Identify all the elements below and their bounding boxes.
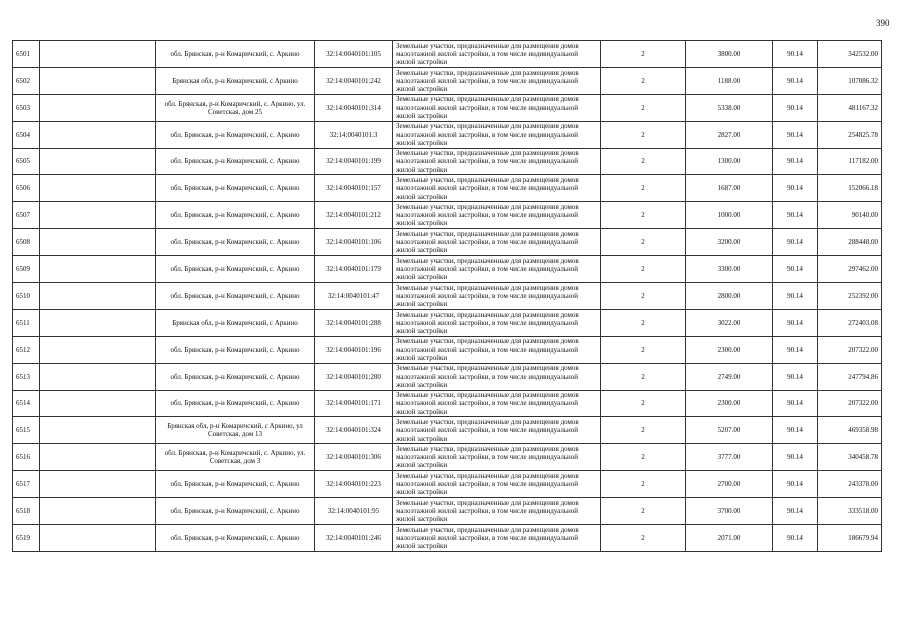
permitted-use-cell: Земельные участки, предназначенные для размещения домов малоэтажной жилой застройки, в том числе индивидуальной жилой застройки <box>393 444 601 471</box>
category-cell: 2 <box>601 444 686 471</box>
empty-cell <box>40 229 156 256</box>
area-cell: 3800.00 <box>686 41 773 68</box>
rate-cell: 90.14 <box>773 256 818 283</box>
empty-cell <box>40 471 156 498</box>
cadastral-cost-cell: 252392.00 <box>818 283 882 310</box>
address-cell: обл. Брянская, р-н Комаричский, с. Аркино, ул. Советская, дом 25 <box>156 94 315 121</box>
page-number: 390 <box>876 18 890 28</box>
cadastral-number-cell: 32:14:0040101:171 <box>315 390 393 417</box>
permitted-use-cell: Земельные участки, предназначенные для размещения домов малоэтажной жилой застройки, в том числе индивидуальной жилой застройки <box>393 229 601 256</box>
empty-cell <box>40 363 156 390</box>
rate-cell: 90.14 <box>773 309 818 336</box>
empty-cell <box>40 148 156 175</box>
rate-cell: 90.14 <box>773 67 818 94</box>
category-cell: 2 <box>601 498 686 525</box>
cadastral-cost-cell: 90140.00 <box>818 202 882 229</box>
permitted-use-cell: Земельные участки, предназначенные для размещения домов малоэтажной жилой застройки, в том числе индивидуальной жилой застройки <box>393 67 601 94</box>
rate-cell: 90.14 <box>773 363 818 390</box>
rate-cell: 90.14 <box>773 229 818 256</box>
row-number-cell: 6506 <box>13 175 40 202</box>
cadastral-number-cell: 32:14:0040101:47 <box>315 283 393 310</box>
table-row <box>13 256 882 283</box>
category-cell: 2 <box>601 67 686 94</box>
row-number-cell: 6507 <box>13 202 40 229</box>
table-row <box>13 498 882 525</box>
table-row <box>13 67 882 94</box>
address-cell: Брянская обл, р-н Комаричский, с Аркино, ул Советская, дом 13 <box>156 417 315 444</box>
permitted-use-cell: Земельные участки, предназначенные для размещения домов малоэтажной жилой застройки, в том числе индивидуальной жилой застройки <box>393 525 601 552</box>
permitted-use-cell: Земельные участки, предназначенные для размещения домов малоэтажной жилой застройки, в том числе индивидуальной жилой застройки <box>393 498 601 525</box>
permitted-use-cell: Земельные участки, предназначенные для размещения домов малоэтажной жилой застройки, в том числе индивидуальной жилой застройки <box>393 336 601 363</box>
row-number-cell: 6512 <box>13 336 40 363</box>
empty-cell <box>40 94 156 121</box>
area-cell: 5338.00 <box>686 94 773 121</box>
address-cell: обл. Брянская, р-н Комаричский, с. Аркино, ул. Советская, дом 3 <box>156 444 315 471</box>
rate-cell: 90.14 <box>773 417 818 444</box>
table-row <box>13 121 882 148</box>
category-cell: 2 <box>601 417 686 444</box>
area-cell: 2800.00 <box>686 283 773 310</box>
rate-cell: 90.14 <box>773 336 818 363</box>
address-cell: Брянская обл, р-н Комаричский, с Аркино <box>156 67 315 94</box>
row-number-cell: 6517 <box>13 471 40 498</box>
rate-cell: 90.14 <box>773 498 818 525</box>
cadastral-cost-cell: 186679.94 <box>818 525 882 552</box>
cadastral-cost-cell: 297462.00 <box>818 256 882 283</box>
address-cell: обл. Брянская, р-н Комаричский, с. Аркино <box>156 336 315 363</box>
area-cell: 3300.00 <box>686 256 773 283</box>
table-row <box>13 390 882 417</box>
row-number-cell: 6519 <box>13 525 40 552</box>
row-number-cell: 6511 <box>13 309 40 336</box>
cadastral-cost-cell: 288448.00 <box>818 229 882 256</box>
empty-cell <box>40 417 156 444</box>
rate-cell: 90.14 <box>773 390 818 417</box>
cadastral-cost-cell: 254825.78 <box>818 121 882 148</box>
cadastral-cost-cell: 152066.18 <box>818 175 882 202</box>
cadastral-cost-cell: 469358.98 <box>818 417 882 444</box>
area-cell: 2749.00 <box>686 363 773 390</box>
empty-cell <box>40 41 156 68</box>
cadastral-number-cell: 32:14:0040101:280 <box>315 363 393 390</box>
address-cell: обл. Брянская, р-н Комаричский, с. Аркино <box>156 41 315 68</box>
table-row <box>13 363 882 390</box>
area-cell: 1000.00 <box>686 202 773 229</box>
category-cell: 2 <box>601 229 686 256</box>
address-cell: обл. Брянская, р-н Комаричский, с. Аркино <box>156 283 315 310</box>
row-number-cell: 6516 <box>13 444 40 471</box>
address-cell: обл. Брянская, р-н Комаричский, с. Аркино <box>156 175 315 202</box>
area-cell: 2071.00 <box>686 525 773 552</box>
address-cell: обл. Брянская, р-н Комаричский, с. Аркино <box>156 256 315 283</box>
area-cell: 1300.00 <box>686 148 773 175</box>
table-row <box>13 336 882 363</box>
table-row <box>13 229 882 256</box>
category-cell: 2 <box>601 41 686 68</box>
category-cell: 2 <box>601 283 686 310</box>
category-cell: 2 <box>601 336 686 363</box>
row-number-cell: 6510 <box>13 283 40 310</box>
row-number-cell: 6505 <box>13 148 40 175</box>
cadastral-cost-cell: 342532.00 <box>818 41 882 68</box>
rate-cell: 90.14 <box>773 94 818 121</box>
permitted-use-cell: Земельные участки, предназначенные для размещения домов малоэтажной жилой застройки, в том числе индивидуальной жилой застройки <box>393 363 601 390</box>
cadastral-number-cell: 32:14:0040101:196 <box>315 336 393 363</box>
cadastral-number-cell: 32:14:0040101:288 <box>315 309 393 336</box>
permitted-use-cell: Земельные участки, предназначенные для размещения домов малоэтажной жилой застройки, в том числе индивидуальной жилой застройки <box>393 94 601 121</box>
permitted-use-cell: Земельные участки, предназначенные для размещения домов малоэтажной жилой застройки, в том числе индивидуальной жилой застройки <box>393 471 601 498</box>
area-cell: 3777.00 <box>686 444 773 471</box>
table-row <box>13 94 882 121</box>
cadastral-cost-cell: 207322.00 <box>818 390 882 417</box>
cadastral-number-cell: 32:14:0040101:314 <box>315 94 393 121</box>
permitted-use-cell: Земельные участки, предназначенные для размещения домов малоэтажной жилой застройки, в том числе индивидуальной жилой застройки <box>393 121 601 148</box>
permitted-use-cell: Земельные участки, предназначенные для размещения домов малоэтажной жилой застройки, в том числе индивидуальной жилой застройки <box>393 283 601 310</box>
category-cell: 2 <box>601 121 686 148</box>
permitted-use-cell: Земельные участки, предназначенные для размещения домов малоэтажной жилой застройки, в том числе индивидуальной жилой застройки <box>393 390 601 417</box>
row-number-cell: 6518 <box>13 498 40 525</box>
table-row <box>13 41 882 68</box>
cadastral-number-cell: 32:14:0040101:212 <box>315 202 393 229</box>
address-cell: обл. Брянская, р-н Комаричский, с. Аркино <box>156 202 315 229</box>
cadastral-cost-cell: 272403.08 <box>818 309 882 336</box>
empty-cell <box>40 175 156 202</box>
empty-cell <box>40 390 156 417</box>
permitted-use-cell: Земельные участки, предназначенные для размещения домов малоэтажной жилой застройки, в том числе индивидуальной жилой застройки <box>393 202 601 229</box>
area-cell: 2300.00 <box>686 390 773 417</box>
row-number-cell: 6504 <box>13 121 40 148</box>
category-cell: 2 <box>601 525 686 552</box>
cadastral-number-cell: 32:14:0040101:95 <box>315 498 393 525</box>
address-cell: обл. Брянская, р-н Комаричский, с. Аркино <box>156 525 315 552</box>
rate-cell: 90.14 <box>773 121 818 148</box>
area-cell: 2700.00 <box>686 471 773 498</box>
empty-cell <box>40 525 156 552</box>
rate-cell: 90.14 <box>773 202 818 229</box>
cadastral-number-cell: 32:14:0040101:242 <box>315 67 393 94</box>
area-cell: 2300.00 <box>686 336 773 363</box>
land-registry-table <box>12 40 882 552</box>
cadastral-cost-cell: 107086.32 <box>818 67 882 94</box>
category-cell: 2 <box>601 202 686 229</box>
rate-cell: 90.14 <box>773 41 818 68</box>
area-cell: 3200.00 <box>686 229 773 256</box>
row-number-cell: 6502 <box>13 67 40 94</box>
table-row <box>13 202 882 229</box>
rate-cell: 90.14 <box>773 283 818 310</box>
cadastral-cost-cell: 333518.00 <box>818 498 882 525</box>
empty-cell <box>40 256 156 283</box>
rate-cell: 90.14 <box>773 148 818 175</box>
area-cell: 1188.00 <box>686 67 773 94</box>
rate-cell: 90.14 <box>773 471 818 498</box>
table-row <box>13 175 882 202</box>
table-row <box>13 471 882 498</box>
cadastral-cost-cell: 481167.32 <box>818 94 882 121</box>
row-number-cell: 6515 <box>13 417 40 444</box>
category-cell: 2 <box>601 471 686 498</box>
address-cell: обл. Брянская, р-н Комаричский, с. Аркино <box>156 229 315 256</box>
address-cell: обл. Брянская, р-н Комаричский, с. Аркино <box>156 121 315 148</box>
row-number-cell: 6513 <box>13 363 40 390</box>
row-number-cell: 6514 <box>13 390 40 417</box>
empty-cell <box>40 444 156 471</box>
rate-cell: 90.14 <box>773 525 818 552</box>
category-cell: 2 <box>601 256 686 283</box>
area-cell: 3700.00 <box>686 498 773 525</box>
empty-cell <box>40 309 156 336</box>
cadastral-cost-cell: 117182.00 <box>818 148 882 175</box>
table-row <box>13 417 882 444</box>
permitted-use-cell: Земельные участки, предназначенные для размещения домов малоэтажной жилой застройки, в том числе индивидуальной жилой застройки <box>393 256 601 283</box>
table-body <box>13 41 882 552</box>
empty-cell <box>40 121 156 148</box>
rate-cell: 90.14 <box>773 444 818 471</box>
cadastral-number-cell: 32:14:0040101:246 <box>315 525 393 552</box>
empty-cell <box>40 202 156 229</box>
category-cell: 2 <box>601 175 686 202</box>
row-number-cell: 6508 <box>13 229 40 256</box>
address-cell: обл. Брянская, р-н Комаричский, с. Аркино <box>156 363 315 390</box>
category-cell: 2 <box>601 94 686 121</box>
cadastral-number-cell: 32:14:0040101:157 <box>315 175 393 202</box>
cadastral-cost-cell: 340458.78 <box>818 444 882 471</box>
category-cell: 2 <box>601 148 686 175</box>
cadastral-number-cell: 32:14:0040101:223 <box>315 471 393 498</box>
rate-cell: 90.14 <box>773 175 818 202</box>
empty-cell <box>40 67 156 94</box>
area-cell: 2827.00 <box>686 121 773 148</box>
table-row <box>13 309 882 336</box>
cadastral-number-cell: 32:14:0040101:3 <box>315 121 393 148</box>
empty-cell <box>40 283 156 310</box>
row-number-cell: 6501 <box>13 41 40 68</box>
cadastral-cost-cell: 207322.00 <box>818 336 882 363</box>
table-row <box>13 444 882 471</box>
cadastral-number-cell: 32:14:0040101:106 <box>315 229 393 256</box>
empty-cell <box>40 336 156 363</box>
row-number-cell: 6509 <box>13 256 40 283</box>
row-number-cell: 6503 <box>13 94 40 121</box>
area-cell: 1687.00 <box>686 175 773 202</box>
address-cell: обл. Брянская, р-н Комаричский, с. Аркино <box>156 390 315 417</box>
address-cell: Брянская обл, р-н Комаричский, с Аркино <box>156 309 315 336</box>
permitted-use-cell: Земельные участки, предназначенные для размещения домов малоэтажной жилой застройки, в том числе индивидуальной жилой застройки <box>393 309 601 336</box>
cadastral-cost-cell: 243378.00 <box>818 471 882 498</box>
cadastral-number-cell: 32:14:0040101:105 <box>315 41 393 68</box>
cadastral-cost-cell: 247794.86 <box>818 363 882 390</box>
category-cell: 2 <box>601 390 686 417</box>
table-row <box>13 283 882 310</box>
address-cell: обл. Брянская, р-н Комаричский, с. Аркино <box>156 498 315 525</box>
table-row <box>13 525 882 552</box>
cadastral-number-cell: 32:14:0040101:199 <box>315 148 393 175</box>
area-cell: 5207.00 <box>686 417 773 444</box>
cadastral-number-cell: 32:14:0040101:306 <box>315 444 393 471</box>
category-cell: 2 <box>601 309 686 336</box>
permitted-use-cell: Земельные участки, предназначенные для размещения домов малоэтажной жилой застройки, в том числе индивидуальной жилой застройки <box>393 175 601 202</box>
area-cell: 3022.00 <box>686 309 773 336</box>
permitted-use-cell: Земельные участки, предназначенные для размещения домов малоэтажной жилой застройки, в том числе индивидуальной жилой застройки <box>393 417 601 444</box>
table-row <box>13 148 882 175</box>
cadastral-number-cell: 32:14:0040101:179 <box>315 256 393 283</box>
permitted-use-cell: Земельные участки, предназначенные для размещения домов малоэтажной жилой застройки, в том числе индивидуальной жилой застройки <box>393 41 601 68</box>
cadastral-number-cell: 32:14:0040101:324 <box>315 417 393 444</box>
permitted-use-cell: Земельные участки, предназначенные для размещения домов малоэтажной жилой застройки, в том числе индивидуальной жилой застройки <box>393 148 601 175</box>
category-cell: 2 <box>601 363 686 390</box>
address-cell: обл. Брянская, р-н Комаричский, с. Аркино <box>156 148 315 175</box>
address-cell: обл. Брянская, р-н Комаричский, с. Аркино <box>156 471 315 498</box>
empty-cell <box>40 498 156 525</box>
